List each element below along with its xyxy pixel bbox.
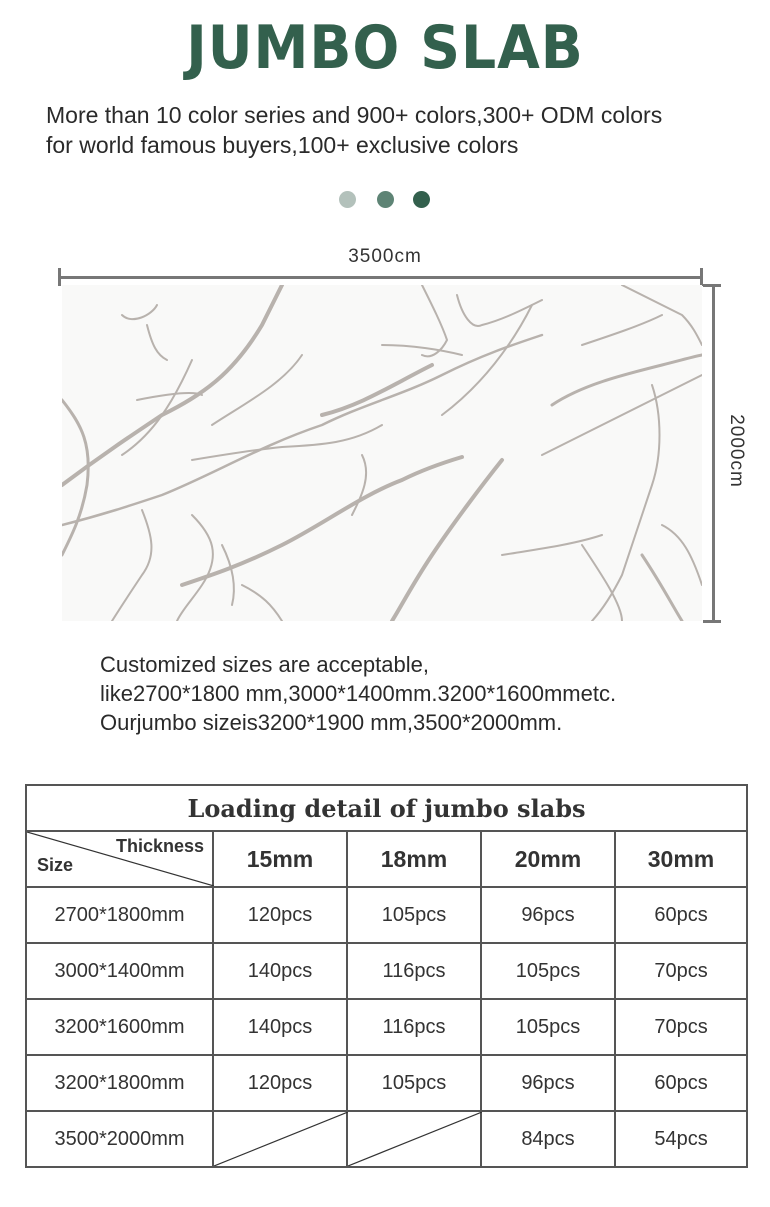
size-cell: 3000*1400mm bbox=[26, 943, 213, 999]
value-cell: 96pcs bbox=[481, 887, 615, 943]
diagonal-slash bbox=[214, 1112, 348, 1166]
subtitle-line-1: More than 10 color series and 900+ colors,300+ ODM colors bbox=[46, 102, 663, 128]
carousel-dots bbox=[339, 191, 439, 209]
value-cell: 140pcs bbox=[213, 999, 347, 1055]
custom-size-note bbox=[100, 650, 740, 737]
value-cell: 70pcs bbox=[615, 943, 747, 999]
column-header-20mm: 20mm bbox=[481, 831, 615, 887]
column-header-18mm: 18mm bbox=[347, 831, 481, 887]
value-cell: 120pcs bbox=[213, 887, 347, 943]
column-header-15mm: 15mm bbox=[213, 831, 347, 887]
note-line-3: Ourjumbo sizeis3200*1900 mm,3500*2000mm. bbox=[100, 710, 563, 735]
value-cell: 105pcs bbox=[347, 1055, 481, 1111]
value-cell: 105pcs bbox=[481, 943, 615, 999]
size-cell: 2700*1800mm bbox=[26, 887, 213, 943]
diagonal-slash bbox=[348, 1112, 482, 1166]
thickness-label: Thickness bbox=[115, 836, 204, 856]
table-row bbox=[26, 943, 747, 999]
width-dimension-tick-left bbox=[58, 268, 61, 286]
loading-detail-table bbox=[25, 784, 748, 1168]
value-cell: 116pcs bbox=[347, 943, 481, 999]
not-available-cell bbox=[213, 1111, 347, 1167]
carousel-dot-3[interactable] bbox=[413, 191, 430, 208]
height-dimension-tick-bottom bbox=[703, 620, 721, 623]
height-dimension-label: 2000cm bbox=[726, 414, 747, 488]
not-available-cell bbox=[347, 1111, 481, 1167]
table-header-row bbox=[26, 831, 747, 887]
value-cell: 60pcs bbox=[615, 887, 747, 943]
table-corner-header bbox=[26, 831, 213, 887]
marble-veins-graphic bbox=[62, 285, 702, 621]
subtitle bbox=[46, 100, 746, 160]
table-row bbox=[26, 1111, 747, 1167]
table-row bbox=[26, 1055, 747, 1111]
marble-slab-image bbox=[62, 285, 702, 621]
value-cell: 60pcs bbox=[615, 1055, 747, 1111]
note-line-1: Customized sizes are acceptable, bbox=[100, 652, 429, 677]
value-cell: 84pcs bbox=[481, 1111, 615, 1167]
value-cell: 140pcs bbox=[213, 943, 347, 999]
size-cell: 3200*1800mm bbox=[26, 1055, 213, 1111]
width-dimension-line bbox=[59, 276, 702, 279]
size-label: Size bbox=[37, 855, 74, 875]
table-title: Loading detail of jumbo slabs bbox=[26, 785, 747, 831]
value-cell: 105pcs bbox=[347, 887, 481, 943]
subtitle-line-2: for world famous buyers,100+ exclusive colors bbox=[46, 132, 519, 158]
page-title: JUMBO SLAB bbox=[186, 13, 584, 83]
height-dimension-line bbox=[712, 285, 715, 622]
table-row bbox=[26, 887, 747, 943]
height-dimension-tick-top bbox=[703, 284, 721, 287]
value-cell: 54pcs bbox=[615, 1111, 747, 1167]
table-row bbox=[26, 999, 747, 1055]
size-cell: 3200*1600mm bbox=[26, 999, 213, 1055]
value-cell: 116pcs bbox=[347, 999, 481, 1055]
note-line-2: like2700*1800 mm,3000*1400mm.3200*1600mmetc. bbox=[100, 681, 617, 706]
value-cell: 105pcs bbox=[481, 999, 615, 1055]
value-cell: 96pcs bbox=[481, 1055, 615, 1111]
size-cell: 3500*2000mm bbox=[26, 1111, 213, 1167]
carousel-dot-1[interactable] bbox=[339, 191, 356, 208]
width-dimension-label: 3500cm bbox=[348, 246, 422, 267]
column-header-30mm: 30mm bbox=[615, 831, 747, 887]
value-cell: 70pcs bbox=[615, 999, 747, 1055]
carousel-dot-2[interactable] bbox=[377, 191, 394, 208]
value-cell: 120pcs bbox=[213, 1055, 347, 1111]
